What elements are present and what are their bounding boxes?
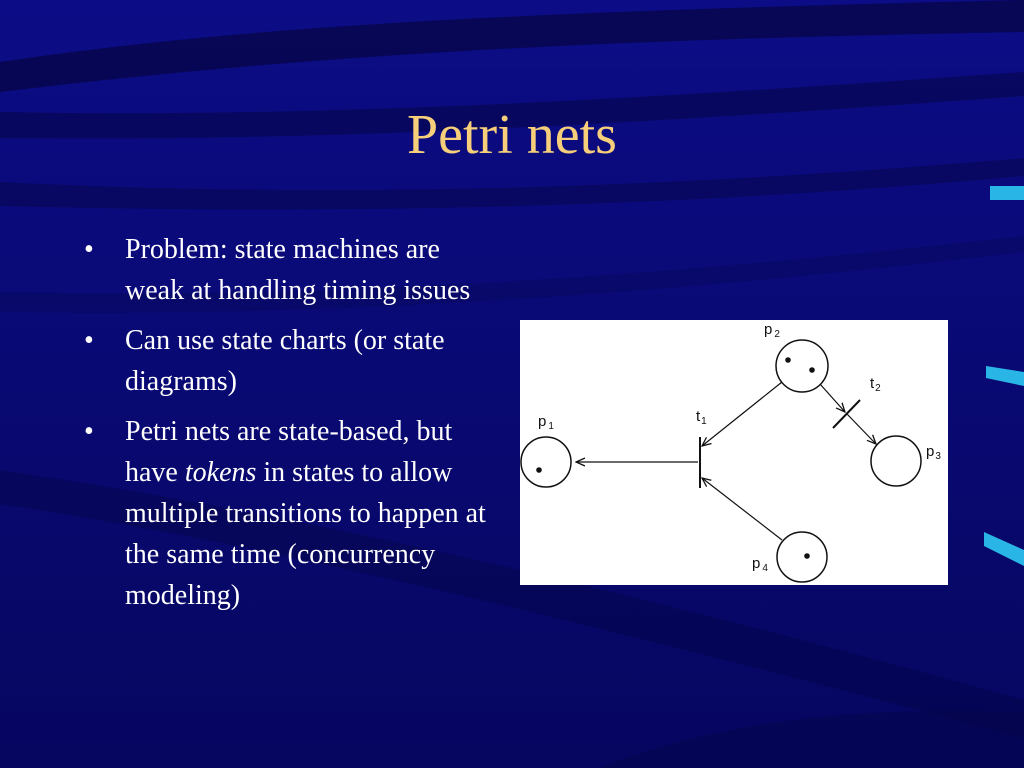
label-t2: $t_2$ (870, 375, 881, 394)
arc-p2-t2 (820, 384, 845, 412)
place-p1 (521, 437, 571, 487)
bullet-item (84, 229, 504, 311)
token (809, 367, 815, 373)
petri-net-diagram (520, 320, 948, 585)
label-p4: p $_4$ (752, 555, 768, 574)
token (804, 553, 810, 559)
label-t1: $t_1$ (696, 408, 707, 427)
bullet-text: Petri nets are state-based, but have tokens in states to allow multiple transitions to happen at the same time (concurrency modeling) (125, 416, 486, 611)
label-p2: p $_2$ (764, 321, 780, 340)
bullet-item (84, 320, 504, 402)
place-p3 (871, 436, 921, 486)
token (536, 467, 542, 473)
bullet-text: Problem: state machines are weak at handling timing issues (125, 234, 471, 306)
label-p1: p $_1$ (538, 413, 554, 432)
label-p3: $p_3$ (926, 443, 941, 462)
bullet-marker: • (84, 234, 94, 265)
bullet-item (84, 411, 504, 616)
slide-title: Petri nets (407, 104, 617, 166)
arc-p2-t1 (702, 382, 782, 446)
accent-bar-1 (990, 186, 1024, 200)
token (785, 357, 791, 363)
bullet-marker: • (84, 416, 94, 447)
bullet-text: Can use state charts (or state diagrams) (125, 325, 445, 397)
emphasis-tokens: tokens (184, 457, 257, 488)
arc-p4-t1 (702, 478, 782, 540)
place-p4 (777, 532, 827, 582)
arc-t2-p3 (847, 414, 876, 444)
bullet-list (84, 229, 504, 625)
bullet-marker: • (84, 325, 94, 356)
